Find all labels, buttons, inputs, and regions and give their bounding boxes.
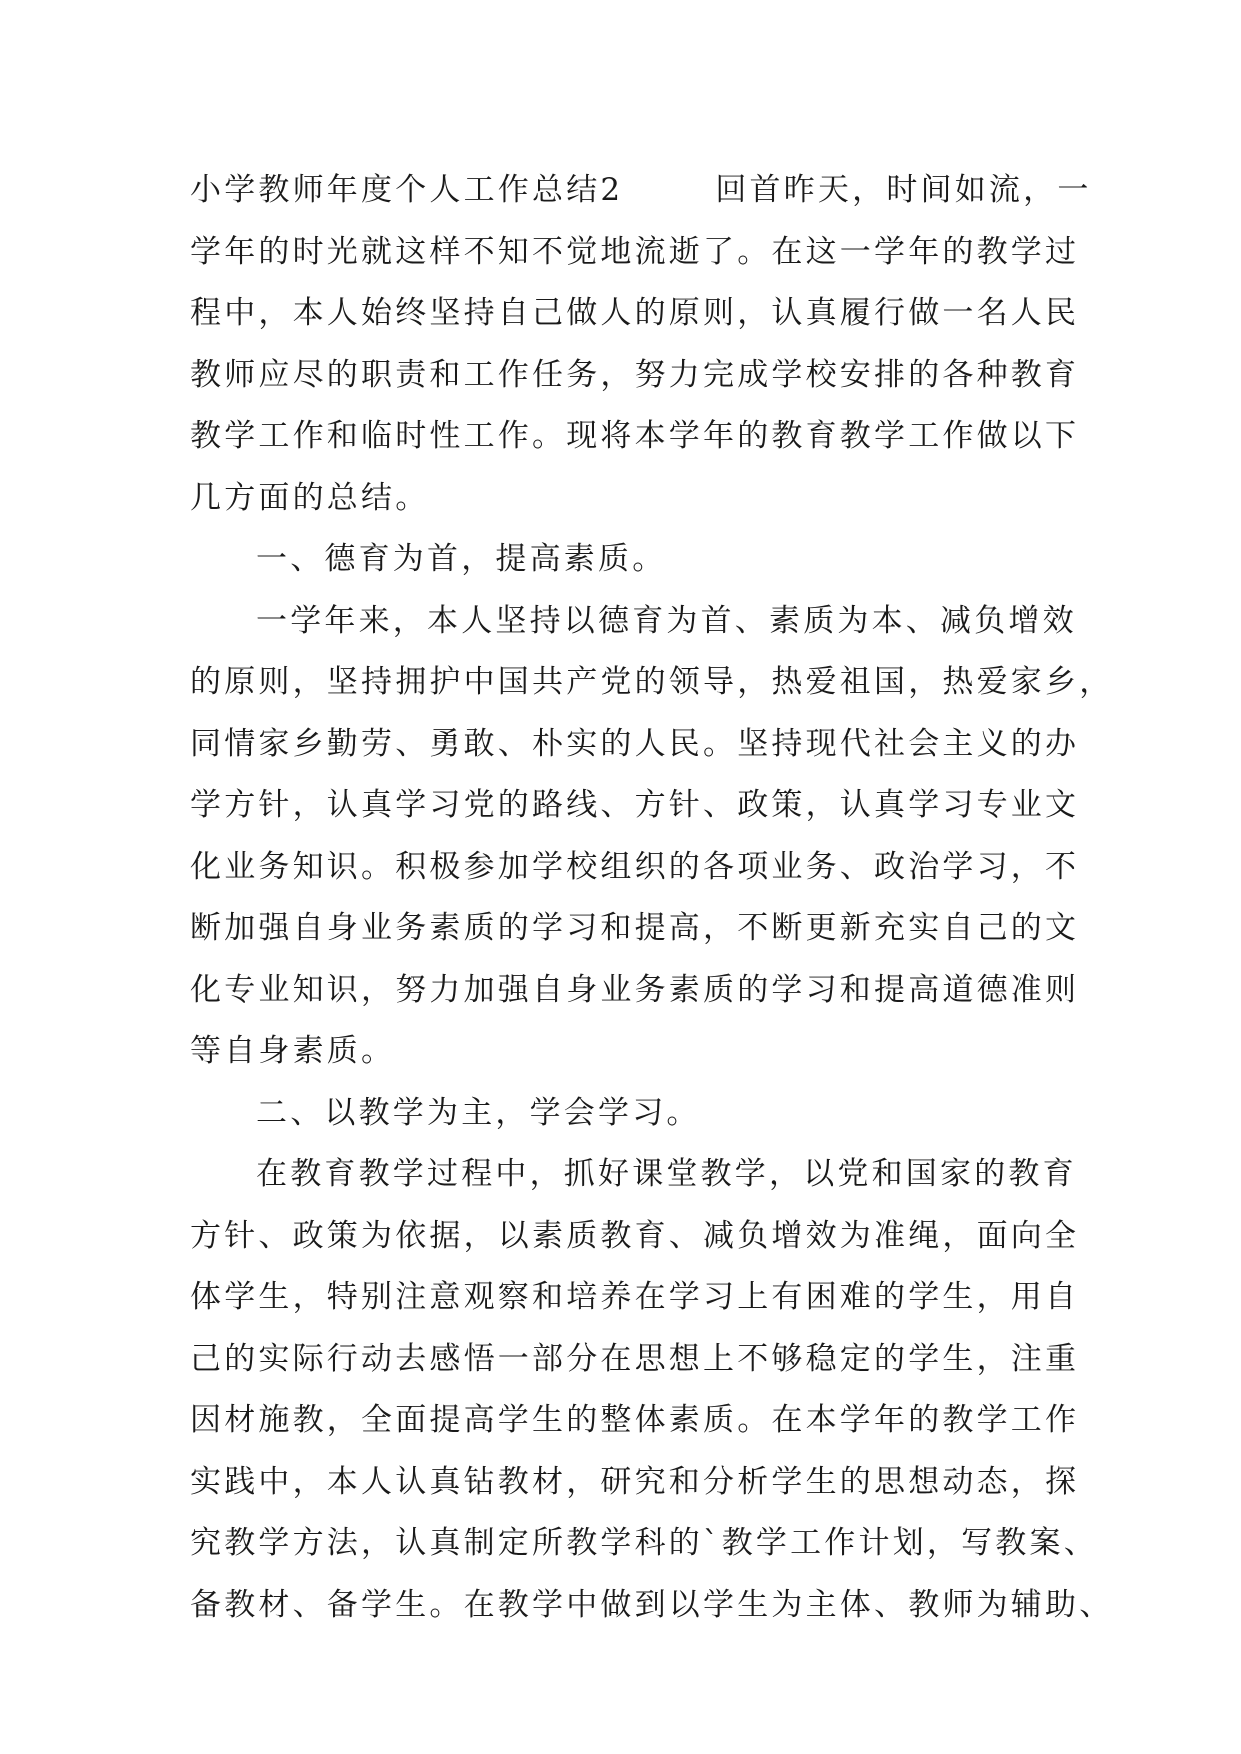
section-heading-1: 一、德育为首，提高素质。: [256, 541, 667, 577]
text-line-17: 在教育教学过程中，抓好课堂教学，以党和国家的教育: [256, 1156, 1077, 1192]
text-line-13: 断加强自身业务素质的学习和提高，不断更新充实自己的文: [190, 910, 1080, 946]
text-line-9: 的原则，坚持拥护中国共产党的领导，热爱祖国，热爱家乡，: [190, 664, 1114, 700]
text-line-4: 教师应尽的职责和工作任务，努力完成学校安排的各种教育: [190, 356, 1080, 393]
text-line-20: 己的实际行动去感悟一部分在思想上不够稳定的学生，注重: [190, 1340, 1080, 1377]
text-line-23: 究教学方法，认真制定所教学科的`教学工作计划，写教案、: [190, 1525, 1098, 1561]
text-line-12: 化业务知识。积极参加学校组织的各项业务、政治学习，不: [190, 848, 1080, 885]
text-line-21: 因材施教，全面提高学生的整体素质。在本学年的教学工作: [190, 1402, 1080, 1438]
text-line-11: 学方针，认真学习党的路线、方针、政策，认真学习专业文: [190, 787, 1080, 823]
text-line-6: 几方面的总结。: [190, 479, 430, 516]
text-line-15: 等自身素质。: [190, 1033, 396, 1069]
text-line-2: 学年的时光就这样不知不觉地流逝了。在这一学年的教学过: [190, 233, 1080, 270]
document-title: 小学教师年度个人工作总结2: [190, 172, 624, 208]
text-line-19: 体学生，特别注意观察和培养在学习上有困难的学生，用自: [190, 1279, 1080, 1315]
text-line-24: 备教材、备学生。在教学中做到以学生为主体、教师为辅助、: [190, 1586, 1114, 1623]
text-line-18: 方针、政策为依据，以素质教育、减负增效为准绳，面向全: [190, 1217, 1080, 1254]
text-line-22: 实践中，本人认真钻教材，研究和分析学生的思想动态，探: [190, 1463, 1080, 1500]
paragraph-text: 回首昨天，时间如流，一: [715, 172, 1092, 208]
text-line-8: 一学年来，本人坚持以德育为首、素质为本、减负增效: [256, 602, 1077, 639]
document-body: [190, 160, 1114, 1636]
section-heading-2: 二、以教学为主，学会学习。: [256, 1094, 701, 1131]
text-line-10: 同情家乡勤劳、勇敢、朴实的人民。坚持现代社会主义的办: [190, 725, 1080, 762]
text-line-3: 程中，本人始终坚持自己做人的原则，认真履行做一名人民: [190, 295, 1080, 331]
text-line-5: 教学工作和临时性工作。现将本学年的教育教学工作做以下: [190, 418, 1080, 454]
text-line-1: [190, 160, 1092, 222]
text-line-14: 化专业知识，努力加强自身业务素质的学习和提高道德准则: [190, 971, 1080, 1008]
